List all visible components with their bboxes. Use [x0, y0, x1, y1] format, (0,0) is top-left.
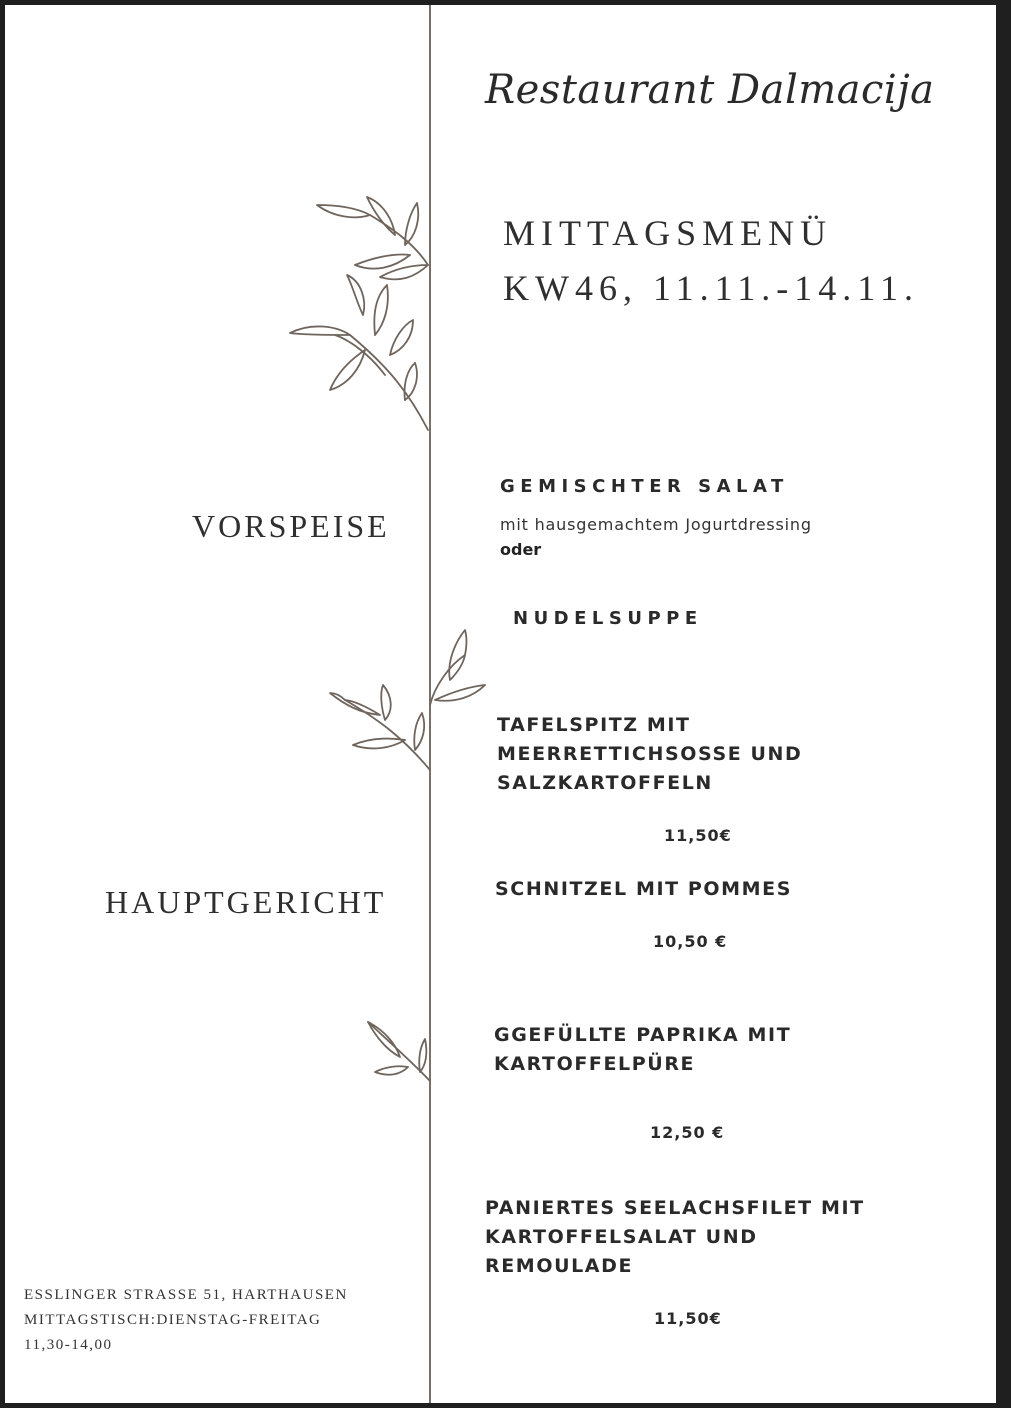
main-dish-price: 10,50 €: [653, 932, 728, 951]
starter-separator: oder: [500, 540, 542, 559]
main-dish-price: 11,50€: [654, 1309, 722, 1328]
main-dish-line: SALZKARTOFFELN: [497, 772, 713, 794]
starter-item-description: mit hausgemachtem Jogurtdressing: [500, 515, 812, 534]
section-label-starter: VORSPEISE: [192, 508, 390, 544]
leaf-sprig-middle-icon: [325, 625, 495, 775]
main-dish-name: [485, 1194, 865, 1281]
main-dish-line: GGEFÜLLTE PAPRIKA MIT: [494, 1024, 792, 1046]
main-dish-price: 11,50€: [664, 826, 732, 845]
main-dish-line: KARTOFFELSALAT UND: [485, 1226, 758, 1248]
main-dish-name: [495, 875, 792, 904]
main-dish-line: KARTOFFELPÜRE: [494, 1053, 696, 1075]
main-dish-line: MEERRETTICHSOSSE UND: [497, 743, 803, 765]
starter-item-name: NUDELSUPPE: [513, 608, 703, 629]
starter-item-name: GEMISCHTER SALAT: [500, 476, 789, 497]
footer-days: MITTAGSTISCH:DIENSTAG-FREITAG: [24, 1312, 322, 1328]
footer-info: [24, 1283, 348, 1358]
main-dish-line: SCHNITZEL MIT POMMES: [495, 878, 793, 900]
menu-week: KW46, 11.11.-14.11.: [503, 268, 919, 308]
footer-address: ESSLINGER STRASSE 51, HARTHAUSEN: [24, 1287, 348, 1303]
leaf-sprig-top-icon: [275, 185, 435, 435]
main-dish-name: [497, 711, 802, 798]
main-dish-line: REMOULADE: [485, 1255, 634, 1277]
main-dish-line: PANIERTES SEELACHSFILET MIT: [485, 1197, 865, 1219]
main-dish-price: 12,50 €: [650, 1123, 725, 1142]
leaf-sprig-bottom-icon: [360, 1017, 432, 1083]
main-dish-name: [494, 1021, 791, 1079]
footer-hours: 11,30-14,00: [24, 1337, 113, 1353]
restaurant-name: Restaurant Dalmacija: [485, 67, 935, 113]
section-label-main: HAUPTGERICHT: [105, 884, 387, 920]
menu-sheet: [5, 5, 996, 1403]
main-dish-line: TAFELSPITZ MIT: [497, 714, 691, 736]
menu-title: MITTAGSMENÜ: [503, 213, 833, 253]
